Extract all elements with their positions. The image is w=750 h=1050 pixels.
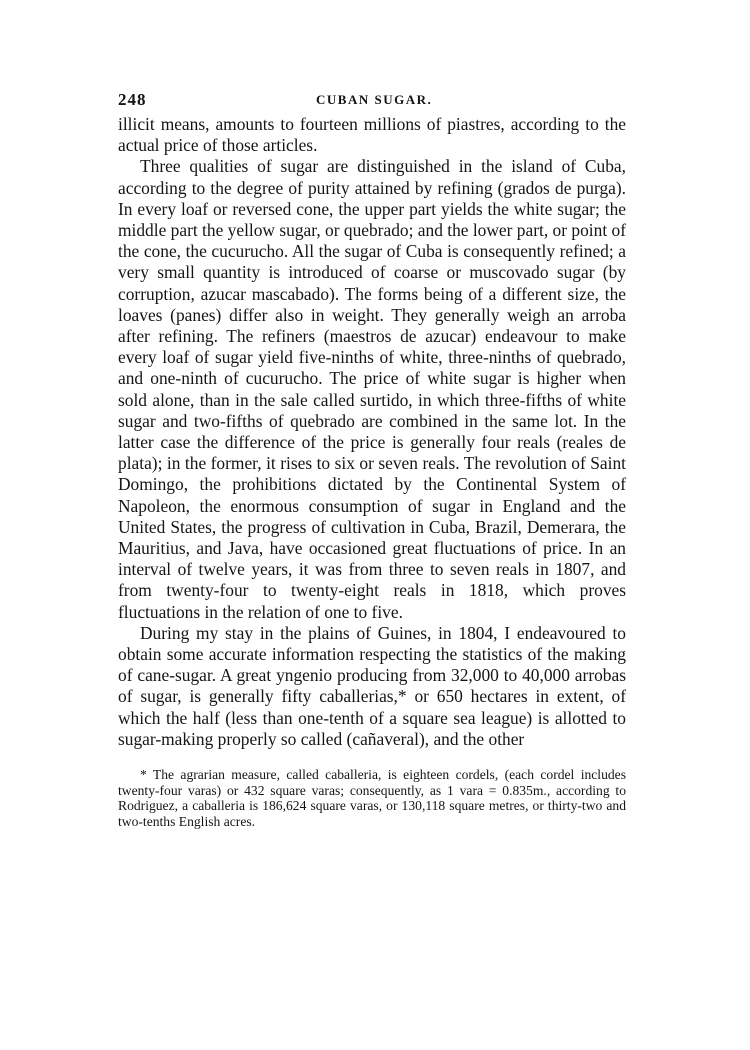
paragraph-continuation: illicit means, amounts to fourteen millions of piastres, according to the actual price of those articles.	[118, 114, 626, 156]
book-page	[118, 88, 626, 829]
running-head	[118, 88, 626, 114]
footnote	[118, 767, 626, 829]
footnote-text: * The agrarian measure, called caballeria, is eighteen cordels, (each cordel includes twenty-four varas) or 432 square varas; consequently, as 1 vara = 0.835m., according to Rodriguez, a caballeria is 186,624 square varas, or 130,118 square metres, or thirty-two and two-tenths English acres.	[118, 767, 626, 829]
body-text	[118, 114, 626, 750]
paragraph-guines-stay: During my stay in the plains of Guines, in 1804, I endeavoured to obtain some accurate information respecting the statistics of the making of cane-sugar. A great yngenio producing from 32,000 to 40,000 arrobas of sugar, is generally fifty caballerias,* or 650 hectares in extent, of which the half (less than one-tenth of a square sea league) is allotted to sugar-making properly so called (cañaveral), and the other	[118, 622, 626, 749]
page-number: 248	[118, 90, 147, 109]
paragraph-sugar-qualities: Three qualities of sugar are distinguished in the island of Cuba, according to the degree of purity attained by refining (grados de purga). In every loaf or reversed cone, the upper part yields the white sugar; the middle part the yellow sugar, or quebrado; and the lower part, or point of the cone, the cucurucho. All the sugar of Cuba is consequently refined; a very small quantity is introduced of coarse or muscovado sugar (by corruption, azucar mascabado). The forms being of a different size, the loaves (panes) differ also in weight. They generally weigh an arroba after refining. The refiners (maestros de azucar) endeavour to make every loaf of sugar yield five-ninths of white, three-ninths of quebrado, and one-ninth of cucurucho. The price of white sugar is higher when sold alone, than in the sale called surtido, in which three-fifths of white sugar and two-fifths of quebrado are combined in the same lot. In the latter case the difference of the price is generally four reals (reales de plata); in the former, it rises to six or seven reals. The revolution of Saint Domingo, the prohibitions dictated by the Continental System of Napoleon, the enormous consumption of sugar in England and the United States, the progress of cultivation in Cuba, Brazil, Demerara, the Mauritius, and Java, have occasioned great fluctuations of price. In an interval of twelve years, it was from three to seven reals in 1807, and from twenty-four to twenty-eight reals in 1818, which proves fluctuations in the relation of one to five.	[118, 156, 626, 622]
running-title: CUBAN SUGAR.	[316, 92, 433, 107]
